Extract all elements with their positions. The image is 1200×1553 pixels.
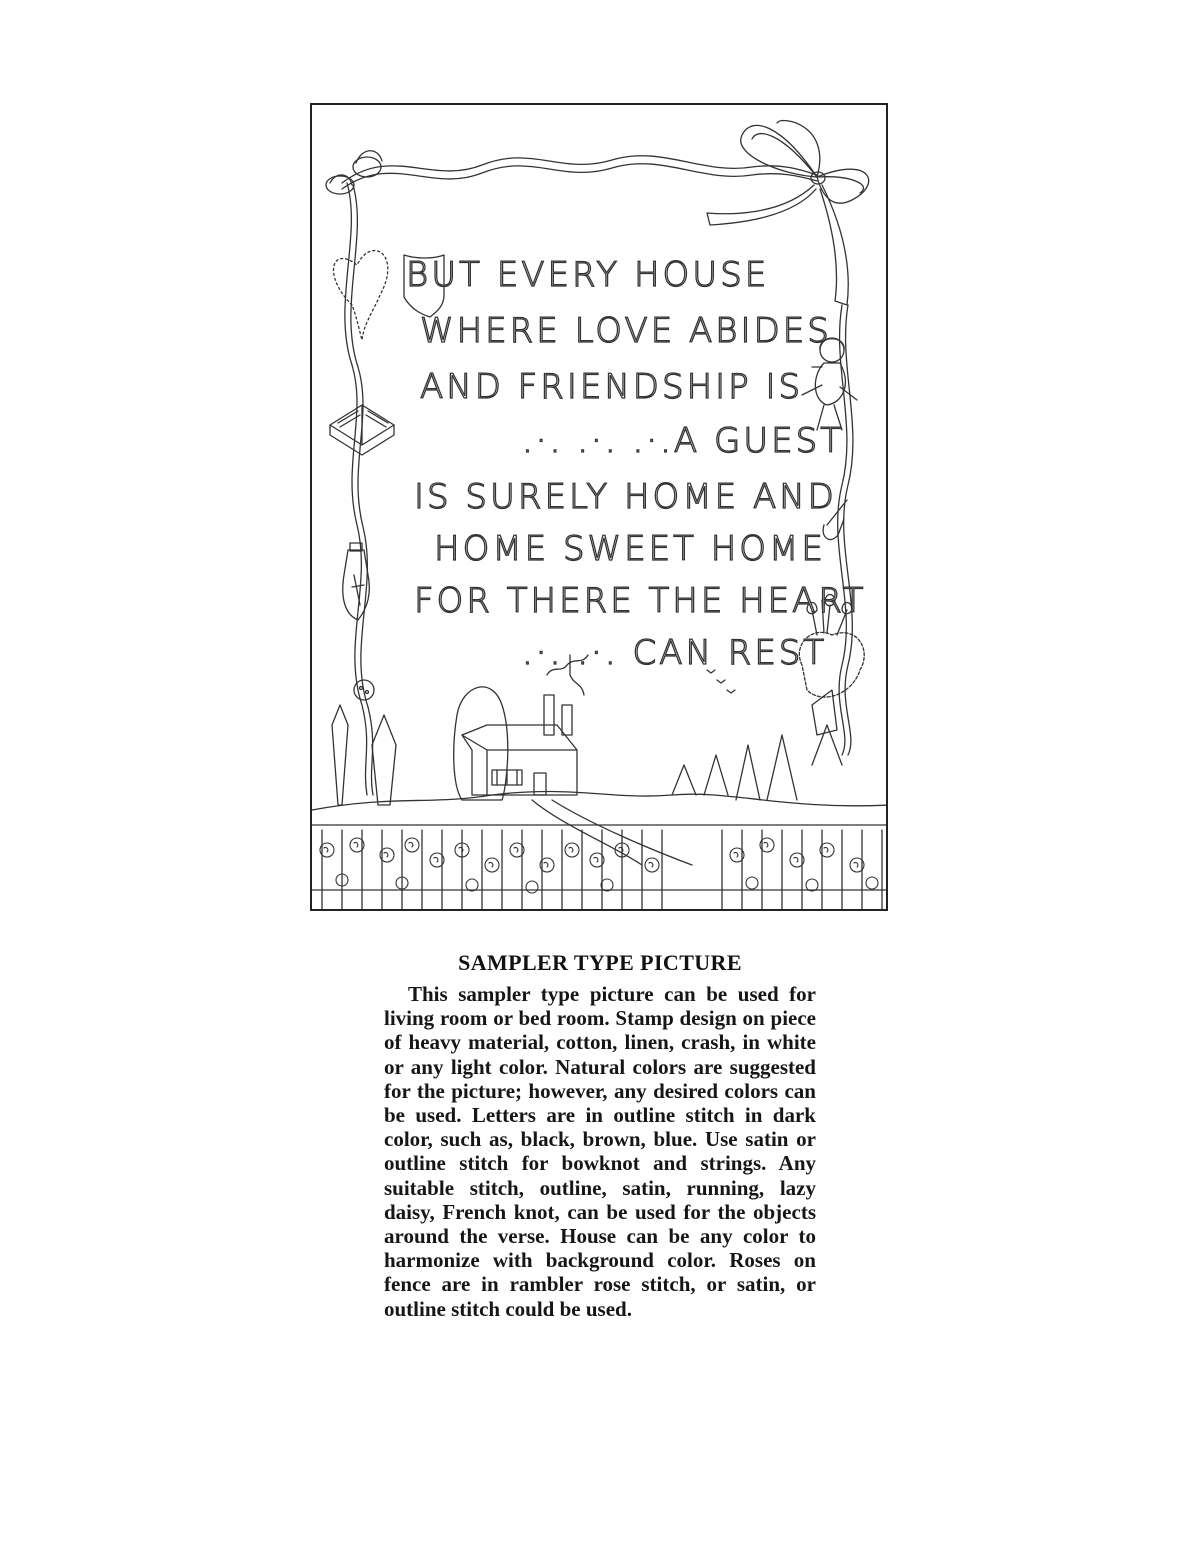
- cottage: [462, 655, 588, 795]
- trees: [332, 687, 842, 805]
- picket-fence: [312, 825, 888, 911]
- article-body: This sampler type picture can be used for living room or bed room. Stamp design on piece of heavy material, cotton, linen, crash, in white or any light color. Natural colors are suggested for the picture; however, any desired colors can be used. Letters are in outline stitch in dark color, such as, black, brown, blue. Use satin or outline stitch for bowknot and strings. Any suitable stitch, outline, satin, running, lazy daisy, French knot, can be used for the objects around the verse. House can be any color to harmonize with background color. Roses on fence are in rambler rose stitch, or satin, or outline stitch could be used.: [384, 982, 816, 1321]
- sampler-picture: [310, 103, 888, 911]
- verse-line: WHERE LOVE ABIDES: [420, 311, 832, 351]
- verse-line: HOME SWEET HOME: [434, 529, 826, 569]
- article: [384, 950, 816, 1321]
- bonnet-ornament: [326, 151, 382, 194]
- garden-path: [532, 800, 692, 865]
- birds: [707, 670, 735, 693]
- rambler-roses: [320, 838, 878, 893]
- book-ornament: [330, 405, 394, 455]
- heart-ornament: [333, 251, 387, 340]
- verse-line: IS SURELY HOME AND: [414, 477, 837, 517]
- verse-line: FOR THERE THE HEART: [414, 581, 867, 621]
- verse-line: .·. .·. .·.A GUEST: [522, 421, 845, 461]
- top-ribbon: [342, 156, 817, 183]
- left-ribbon: [345, 183, 367, 795]
- verse-line: .·. .·. CAN REST: [522, 633, 828, 673]
- verse-line: AND FRIENDSHIP IS: [420, 367, 804, 407]
- bottle-ornament: [343, 543, 370, 620]
- hill: [312, 791, 888, 810]
- article-title: SAMPLER TYPE PICTURE: [458, 950, 742, 975]
- verse-line: BUT EVERY HOUSE: [406, 255, 770, 295]
